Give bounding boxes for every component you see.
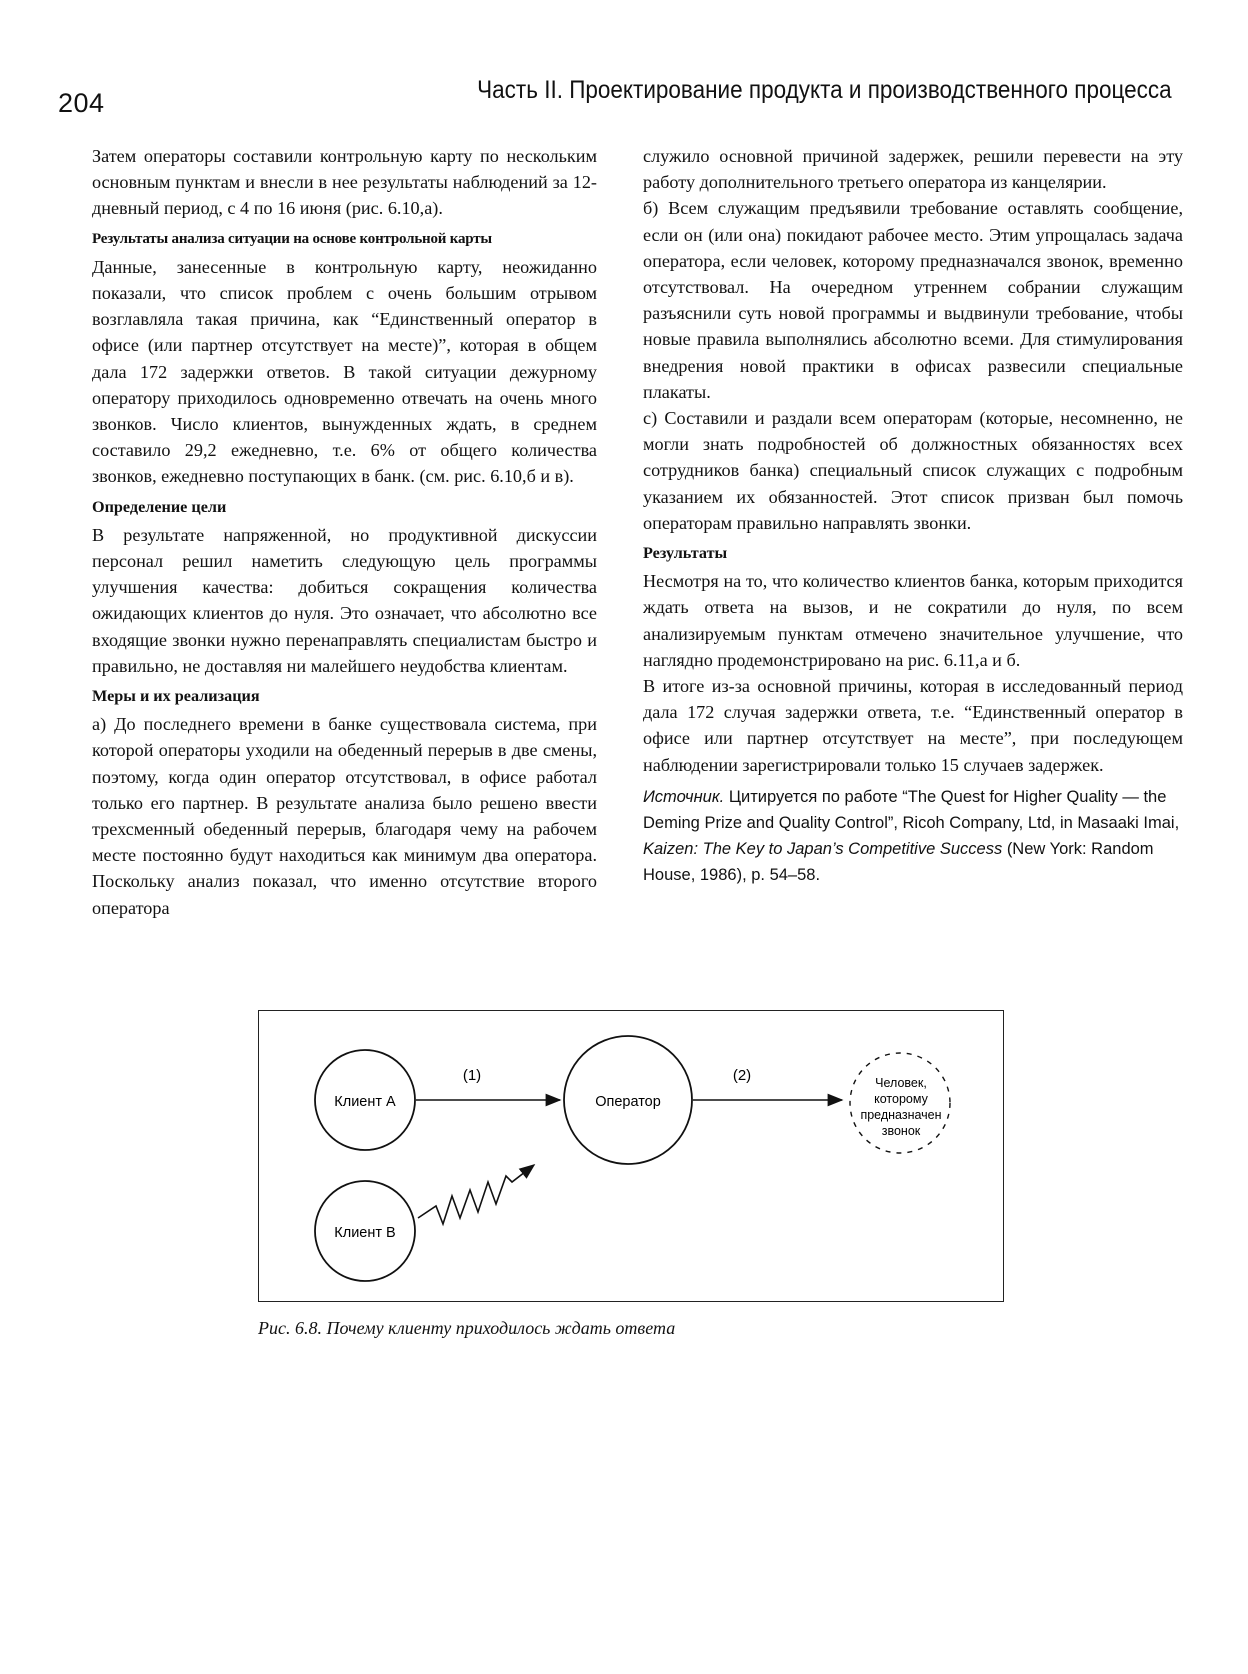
paragraph: Данные, занесенные в контрольную карту, неожиданно показали, что список проблем с очень большим отрывом возглавляла такая причина, как “Единственный оператор в офисе (или партнер отсутствует на месте)”, которая в общем дала 172 задержки ответов. В такой ситуации дежурному оператору приходилось одновременно отвечать на очень много звонков. Число клиентов, вынужденных ждать, в среднем составило 29,2 ежедневно, т.е. 6% от общего количества звонков, ежедневно поступающих в банк. (см. рис. 6.10,б и в). bbox=[92, 256, 597, 487]
arrow-1-label: (1) bbox=[462, 1067, 482, 1084]
section-heading: Результаты bbox=[643, 544, 728, 563]
paragraph: служило основной причиной задержек, решили перевести на эту работу дополнительного третьего оператора из канцелярии. bbox=[643, 146, 1183, 193]
client-b-label: Клиент В bbox=[334, 1225, 396, 1241]
waiting-call-zigzag bbox=[418, 1165, 534, 1224]
source-text: Цитируется по работе “The Quest for Higher Quality — the Deming Prize and Quality Control”, Ricoh Company, Ltd, in Masaaki Imai, bbox=[643, 787, 1180, 832]
paragraph: Несмотря на то, что количество клиентов банка, которым приходится ждать ответа на вызов, и не сократили до нуля, по всем анализируемым пунктам отмечено значительное улучшение, что наглядно продемонстрировано на рис. 6.11,а и б. bbox=[643, 571, 1183, 670]
call-flow-diagram bbox=[258, 1010, 1004, 1302]
right-column bbox=[643, 143, 1183, 888]
source-note bbox=[643, 784, 1183, 888]
paragraph: с) Составили и раздали всем операторам (которые, несомненно, не могли знать подробностей об должностных обязанностях всех сотрудников банка) специальный список служащих с подробным указанием их обязанностей. Этот список призван был помочь операторам правильно направлять звонки. bbox=[643, 408, 1183, 533]
client-a-label: Клиент А bbox=[334, 1094, 396, 1110]
callee-label-line: Человек, bbox=[875, 1076, 927, 1090]
paragraph: Затем операторы составили контрольную карту по нескольким основным пунктам и внесли в нее результаты наблюдений за 12-дневный период, с 4 по 16 июня (рис. 6.10,а). bbox=[92, 146, 597, 219]
arrow-2-label: (2) bbox=[732, 1067, 752, 1084]
left-column bbox=[92, 143, 597, 921]
running-title: Часть II. Проектирование продукта и производственного процесса bbox=[477, 76, 1172, 104]
callee-label-line: звонок bbox=[881, 1124, 921, 1138]
paragraph: а) До последнего времени в банке существовала система, при которой операторы уходили на обеденный перерыв в две смены, поэтому, когда один оператор отсутствовал, в офисе работал только его партнер. В результате анализа было решено ввести трехсменный обеденный перерыв, благодаря чему на рабочем месте постоянно будут находиться как минимум два оператора. Поскольку анализ показал, что именно отсутствие второго оператора bbox=[92, 714, 597, 918]
paragraph: В итоге из-за основной причины, которая в исследованный период дала 172 случая задержки ответа, т.е. “Единственный оператор в офисе или партнер отсутствует на месте”, при последующем наблюдении зарегистрировали только 15 случаев задержек. bbox=[643, 676, 1183, 775]
source-book-title: Kaizen: The Key to Japan’s Competitive Success bbox=[643, 839, 1003, 858]
operator-label: Оператор bbox=[595, 1094, 661, 1110]
paragraph: В результате напряженной, но продуктивной дискуссии персонал решил наметить следующую цель программы улучшения качества: добиться сокращения количества ожидающих клиентов до нуля. Это означает, что абсолютно все входящие звонки нужно перенаправлять специалистам быстро и правильно, не доставляя ни малейшего неудобства клиентам. bbox=[92, 524, 597, 676]
callee-label-line: которому bbox=[874, 1092, 928, 1106]
source-label: Источник. bbox=[643, 787, 725, 806]
section-heading: Определение цели bbox=[92, 497, 227, 516]
page-number: 204 bbox=[58, 88, 105, 118]
section-heading: Результаты анализа ситуации на основе контрольной карты bbox=[92, 230, 492, 247]
figure-caption: Рис. 6.8. Почему клиенту приходилось ждать ответа bbox=[258, 1318, 676, 1338]
callee-label-line: предназначен bbox=[860, 1108, 942, 1122]
source-text: (New York: Random House, 1986), p. 54–58. bbox=[643, 839, 1154, 884]
paragraph: б) Всем служащим предъявили требование оставлять сообщение, если он (или она) покидают рабочее место. Этим упрощалась задача оператора, если человек, которому предназначался звонок, временно отсутствовал. На очередном утреннем собрании служащим разъяснили суть новой программы и выдвинули требование, чтобы новые правила выполнялись абсолютно всеми. Для стимулирования внедрения новой практики в офисах развесили специальные плакаты. bbox=[643, 198, 1183, 402]
section-heading: Меры и их реализация bbox=[92, 687, 260, 706]
